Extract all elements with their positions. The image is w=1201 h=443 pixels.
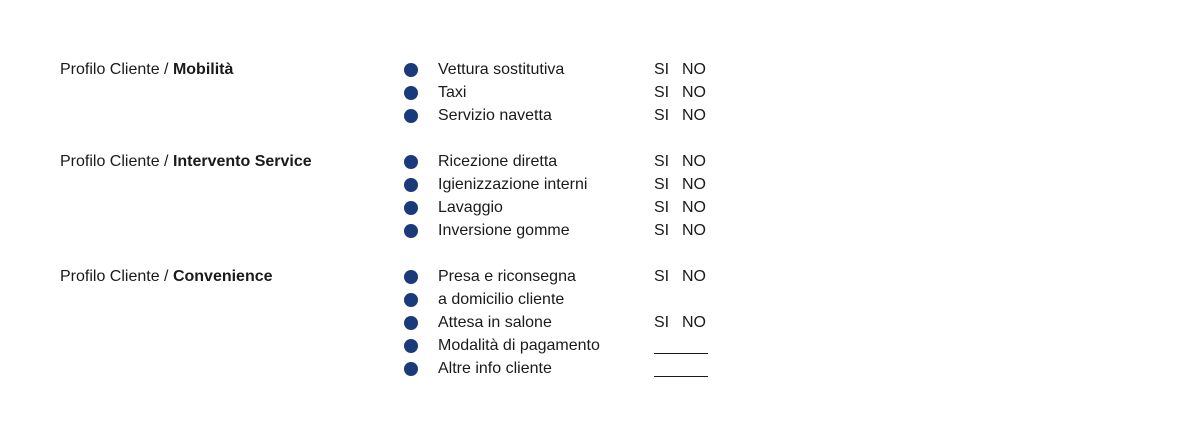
section-title-name: Mobilità [172, 61, 234, 78]
bullet-icon [404, 270, 418, 284]
no-option[interactable]: NO [682, 153, 706, 170]
bullet-icon [404, 155, 418, 169]
list-item [0, 334, 800, 357]
bullet-icon [404, 316, 418, 330]
item-label: Presa e riconsegna [438, 268, 576, 285]
no-option[interactable]: NO [682, 176, 706, 193]
no-option[interactable]: NO [682, 107, 706, 124]
section-title-prefix: Profilo Cliente / [60, 61, 173, 78]
no-option[interactable]: NO [682, 199, 706, 216]
list-item [0, 173, 800, 196]
no-option[interactable]: NO [682, 84, 706, 101]
section-title-name: Intervento Service [172, 153, 312, 170]
bullet-icon [404, 201, 418, 215]
item-label: Modalità di pagamento [438, 337, 600, 354]
bullet-icon [404, 339, 418, 353]
bullet-icon [404, 362, 418, 376]
si-option[interactable]: SI [654, 84, 670, 101]
bullet-icon [404, 293, 418, 307]
bullet-icon [404, 86, 418, 100]
section-title-prefix: Profilo Cliente / [60, 268, 173, 285]
si-option[interactable]: SI [654, 153, 670, 170]
list-item [0, 219, 800, 242]
bullet-icon [404, 178, 418, 192]
list-item [0, 196, 800, 219]
item-label: Servizio navetta [438, 107, 552, 124]
item-label: a domicilio cliente [438, 291, 565, 308]
si-option[interactable]: SI [654, 314, 670, 331]
si-option[interactable]: SI [654, 199, 670, 216]
blank-fill-line[interactable] [654, 353, 708, 354]
item-label: Attesa in salone [438, 314, 552, 331]
si-option[interactable]: SI [654, 61, 670, 78]
item-label: Lavaggio [438, 199, 503, 216]
blank-fill-line[interactable] [654, 376, 708, 377]
si-option[interactable]: SI [654, 268, 670, 285]
section-title-name: Convenience [172, 268, 273, 285]
item-label: Inversione gomme [438, 222, 570, 239]
no-option[interactable]: NO [682, 61, 706, 78]
section-title-prefix: Profilo Cliente / [60, 153, 173, 170]
list-item [0, 311, 800, 334]
no-option[interactable]: NO [682, 222, 706, 239]
item-label: Vettura sostitutiva [438, 61, 565, 78]
no-option[interactable]: NO [682, 314, 706, 331]
item-label: Altre info cliente [438, 360, 552, 377]
si-option[interactable]: SI [654, 222, 670, 239]
list-item [0, 150, 800, 173]
list-item [0, 357, 800, 380]
item-label: Ricezione diretta [438, 153, 558, 170]
item-label: Taxi [438, 84, 467, 101]
list-item [0, 288, 800, 311]
no-option[interactable]: NO [682, 268, 706, 285]
bullet-icon [404, 63, 418, 77]
si-option[interactable]: SI [654, 176, 670, 193]
list-item [0, 58, 800, 81]
list-item [0, 81, 800, 104]
list-item [0, 265, 800, 288]
item-label: Igienizzazione interni [438, 176, 588, 193]
list-item [0, 104, 800, 127]
bullet-icon [404, 109, 418, 123]
bullet-icon [404, 224, 418, 238]
si-option[interactable]: SI [654, 107, 670, 124]
